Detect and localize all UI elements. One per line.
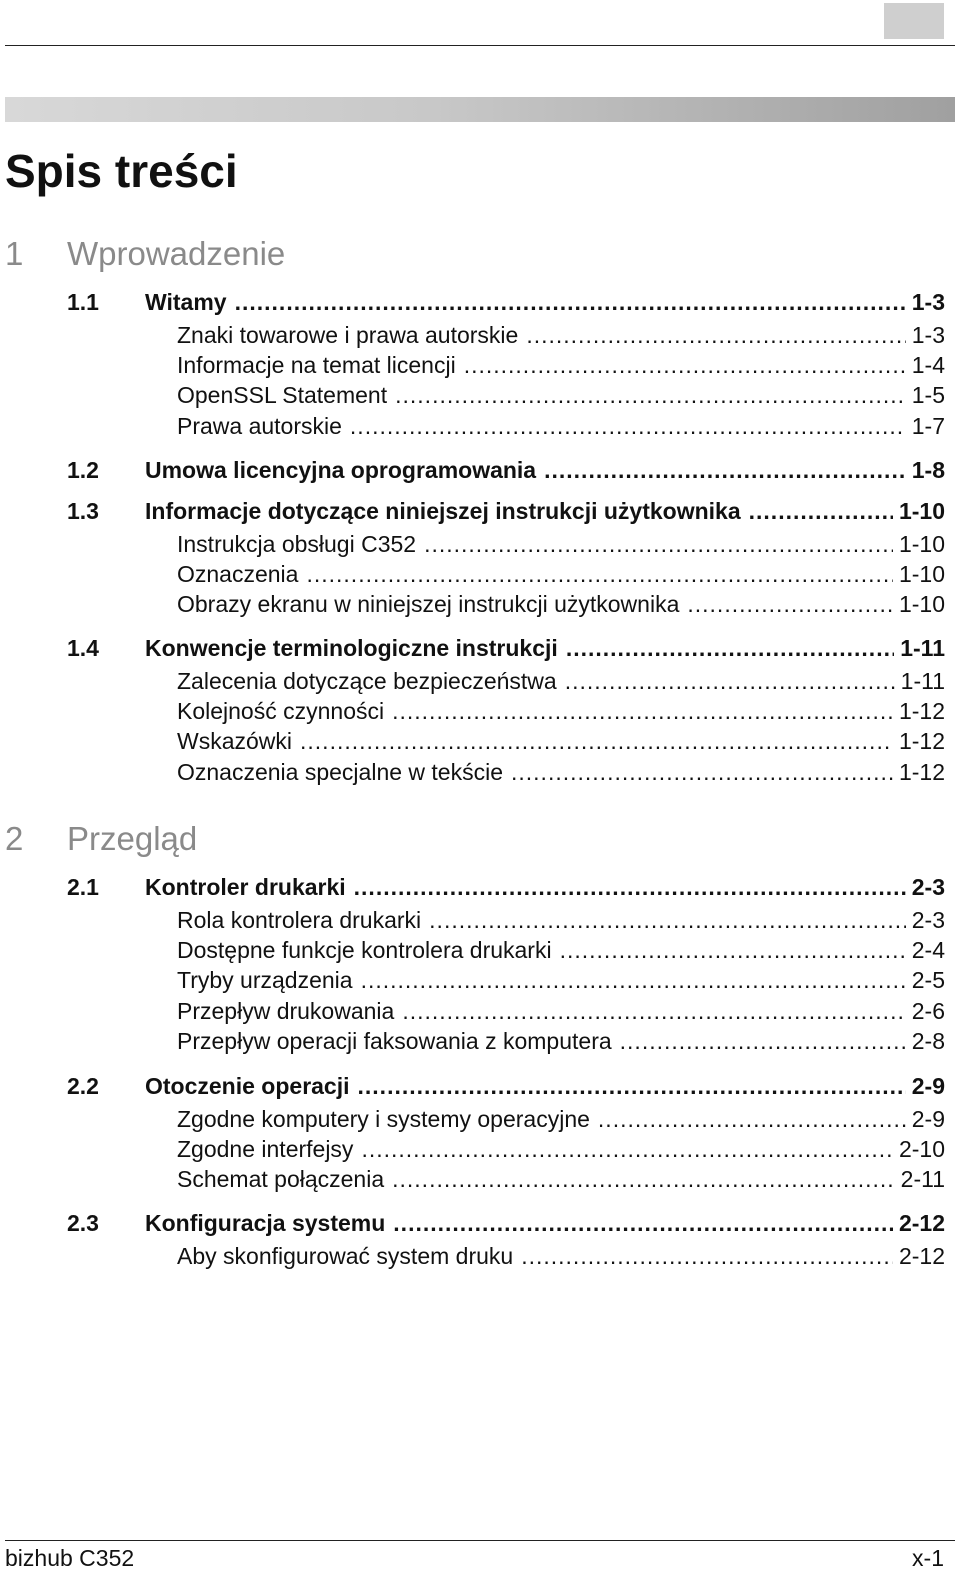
dot-leader <box>350 411 906 441</box>
toc-subsection-entry[interactable] <box>177 757 945 787</box>
subsection-page: 2-10 <box>898 1136 945 1163</box>
toc-section-entry[interactable] <box>67 633 945 663</box>
subsection-page: 1-5 <box>911 382 945 409</box>
section-page: 1-10 <box>898 498 945 524</box>
dot-leader <box>598 1104 906 1134</box>
section-title: Witamy <box>145 289 227 315</box>
toc-subsection-entry[interactable] <box>177 559 945 589</box>
dot-leader <box>566 633 894 663</box>
subsection-title: Obrazy ekranu w niniejszej instrukcji użytkownika <box>177 591 680 618</box>
dot-leader <box>424 529 893 559</box>
subsection-page: 1-10 <box>898 531 945 557</box>
dot-leader <box>526 320 905 350</box>
section-page: 1-3 <box>911 289 945 315</box>
toc-subsection-entry[interactable] <box>177 380 945 410</box>
subsection-page: 1-11 <box>900 668 945 694</box>
toc-subsection-entry[interactable] <box>177 905 945 935</box>
chapter-heading <box>5 230 605 278</box>
footer-product-name: bizhub C352 <box>5 1545 135 1571</box>
toc-section-entry[interactable] <box>67 1071 945 1101</box>
toc-subsection-entry[interactable] <box>177 1164 945 1194</box>
toc-subsection-entry[interactable] <box>177 411 945 441</box>
subsection-page: 2-11 <box>900 1166 945 1193</box>
subsection-title: Zgodne interfejsy <box>177 1136 354 1163</box>
footer-rule <box>5 1540 955 1541</box>
section-page: 2-12 <box>898 1210 945 1236</box>
section-number: 2.3 <box>67 1210 99 1236</box>
dot-leader <box>464 350 906 380</box>
dot-leader <box>361 1134 893 1164</box>
dot-leader <box>395 380 906 410</box>
section-page: 1-11 <box>900 635 945 661</box>
footer-page-number: x-1 <box>912 1545 944 1571</box>
subsection-title: Dostępne funkcje kontrolera drukarki <box>177 937 552 964</box>
subsection-page: 1-7 <box>911 412 945 439</box>
section-number: 1.4 <box>67 635 99 661</box>
dot-leader <box>393 1208 893 1238</box>
chapter-title: Przegląd <box>67 820 198 857</box>
subsection-title: Przepływ operacji faksowania z komputera <box>177 1027 612 1054</box>
section-page: 2-3 <box>911 874 945 900</box>
subsection-title: Instrukcja obsługi C352 <box>177 531 417 557</box>
toc-section-entry[interactable] <box>67 287 945 317</box>
dot-leader <box>354 872 906 902</box>
toc-subsection-entry[interactable] <box>177 1134 945 1164</box>
dot-leader <box>565 666 895 696</box>
subsection-title: Prawa autorskie <box>177 412 342 439</box>
toc-subsection-entry[interactable] <box>177 350 945 380</box>
section-page: 2-9 <box>911 1073 945 1099</box>
dot-leader <box>358 1071 906 1101</box>
subsection-page: 1-4 <box>911 352 945 379</box>
section-number: 1.3 <box>67 498 99 524</box>
dot-leader <box>687 589 893 619</box>
section-number: 2.1 <box>67 874 99 900</box>
section-title: Otoczenie operacji <box>145 1073 350 1099</box>
header-gradient-bar <box>5 97 955 122</box>
section-number: 1.1 <box>67 289 99 315</box>
subsection-title: Zalecenia dotyczące bezpieczeństwa <box>177 668 557 694</box>
subsection-page: 2-5 <box>911 967 945 994</box>
toc-subsection-entry[interactable] <box>177 666 945 696</box>
subsection-title: Aby skonfigurować system druku <box>177 1243 514 1269</box>
toc-subsection-entry[interactable] <box>177 1104 945 1134</box>
dot-leader <box>306 559 892 589</box>
dot-leader <box>749 496 893 526</box>
toc-section-entry[interactable] <box>67 455 945 485</box>
dot-leader <box>361 965 906 995</box>
subsection-page: 1-10 <box>898 561 945 588</box>
subsection-title: Oznaczenia specjalne w tekście <box>177 758 503 785</box>
toc-subsection-entry[interactable] <box>177 1241 945 1271</box>
subsection-title: Oznaczenia <box>177 561 299 588</box>
page-title: Spis treści <box>5 145 238 197</box>
subsection-page: 2-4 <box>911 937 945 964</box>
corner-page-tab <box>884 3 944 39</box>
dot-leader <box>560 935 906 965</box>
subsection-page: 1-12 <box>898 698 945 725</box>
subsection-title: Przepływ drukowania <box>177 997 395 1024</box>
toc-subsection-entry[interactable] <box>177 696 945 726</box>
toc-subsection-entry[interactable] <box>177 589 945 619</box>
dot-leader <box>300 726 893 756</box>
chapter-number: 2 <box>5 820 24 857</box>
dot-leader <box>402 996 905 1026</box>
toc-section-entry[interactable] <box>67 1208 945 1238</box>
subsection-page: 1-12 <box>898 758 945 785</box>
toc-subsection-entry[interactable] <box>177 529 945 559</box>
dot-leader <box>521 1241 893 1271</box>
section-title: Konfiguracja systemu <box>145 1210 386 1236</box>
chapter-number: 1 <box>5 235 24 272</box>
subsection-title: Kolejność czynności <box>177 698 385 725</box>
toc-section-entry[interactable] <box>67 872 945 902</box>
dot-leader <box>235 287 906 317</box>
subsection-page: 2-9 <box>911 1106 945 1132</box>
dot-leader <box>429 905 906 935</box>
chapter-title: Wprowadzenie <box>67 235 286 272</box>
toc-subsection-entry[interactable] <box>177 320 945 350</box>
subsection-title: Schemat połączenia <box>177 1166 385 1193</box>
section-number: 1.2 <box>67 457 99 483</box>
subsection-page: 1-3 <box>911 322 945 348</box>
chapter-heading <box>5 815 605 863</box>
section-title: Konwencje terminologiczne instrukcji <box>145 635 558 661</box>
subsection-page: 2-3 <box>911 907 945 933</box>
subsection-page: 2-12 <box>898 1243 945 1269</box>
toc-section-entry[interactable] <box>67 496 945 526</box>
subsection-title: Rola kontrolera drukarki <box>177 907 422 933</box>
section-title: Umowa licencyjna oprogramowania <box>145 457 537 483</box>
subsection-title: Tryby urządzenia <box>177 967 353 994</box>
dot-leader <box>511 757 893 787</box>
subsection-title: OpenSSL Statement <box>177 382 388 409</box>
section-title: Kontroler drukarki <box>145 874 346 900</box>
toc-subsection-entry[interactable] <box>177 1026 945 1056</box>
subsection-page: 2-6 <box>911 997 945 1024</box>
dot-leader <box>544 455 906 485</box>
section-title: Informacje dotyczące niniejszej instrukcji użytkownika <box>145 498 741 524</box>
toc-subsection-entry[interactable] <box>177 996 945 1026</box>
toc-subsection-entry[interactable] <box>177 965 945 995</box>
subsection-title: Informacje na temat licencji <box>177 352 456 379</box>
subsection-title: Zgodne komputery i systemy operacyjne <box>177 1106 590 1132</box>
subsection-page: 1-10 <box>898 591 945 618</box>
section-number: 2.2 <box>67 1073 99 1099</box>
subsection-page: 2-8 <box>911 1027 945 1054</box>
subsection-title: Znaki towarowe i prawa autorskie <box>177 322 519 348</box>
top-rule <box>5 45 955 46</box>
toc-subsection-entry[interactable] <box>177 935 945 965</box>
toc-subsection-entry[interactable] <box>177 726 945 756</box>
section-page: 1-8 <box>911 457 945 483</box>
subsection-page: 1-12 <box>898 728 945 755</box>
dot-leader <box>392 696 893 726</box>
dot-leader <box>392 1164 895 1194</box>
subsection-title: Wskazówki <box>177 728 293 755</box>
dot-leader <box>620 1026 906 1056</box>
